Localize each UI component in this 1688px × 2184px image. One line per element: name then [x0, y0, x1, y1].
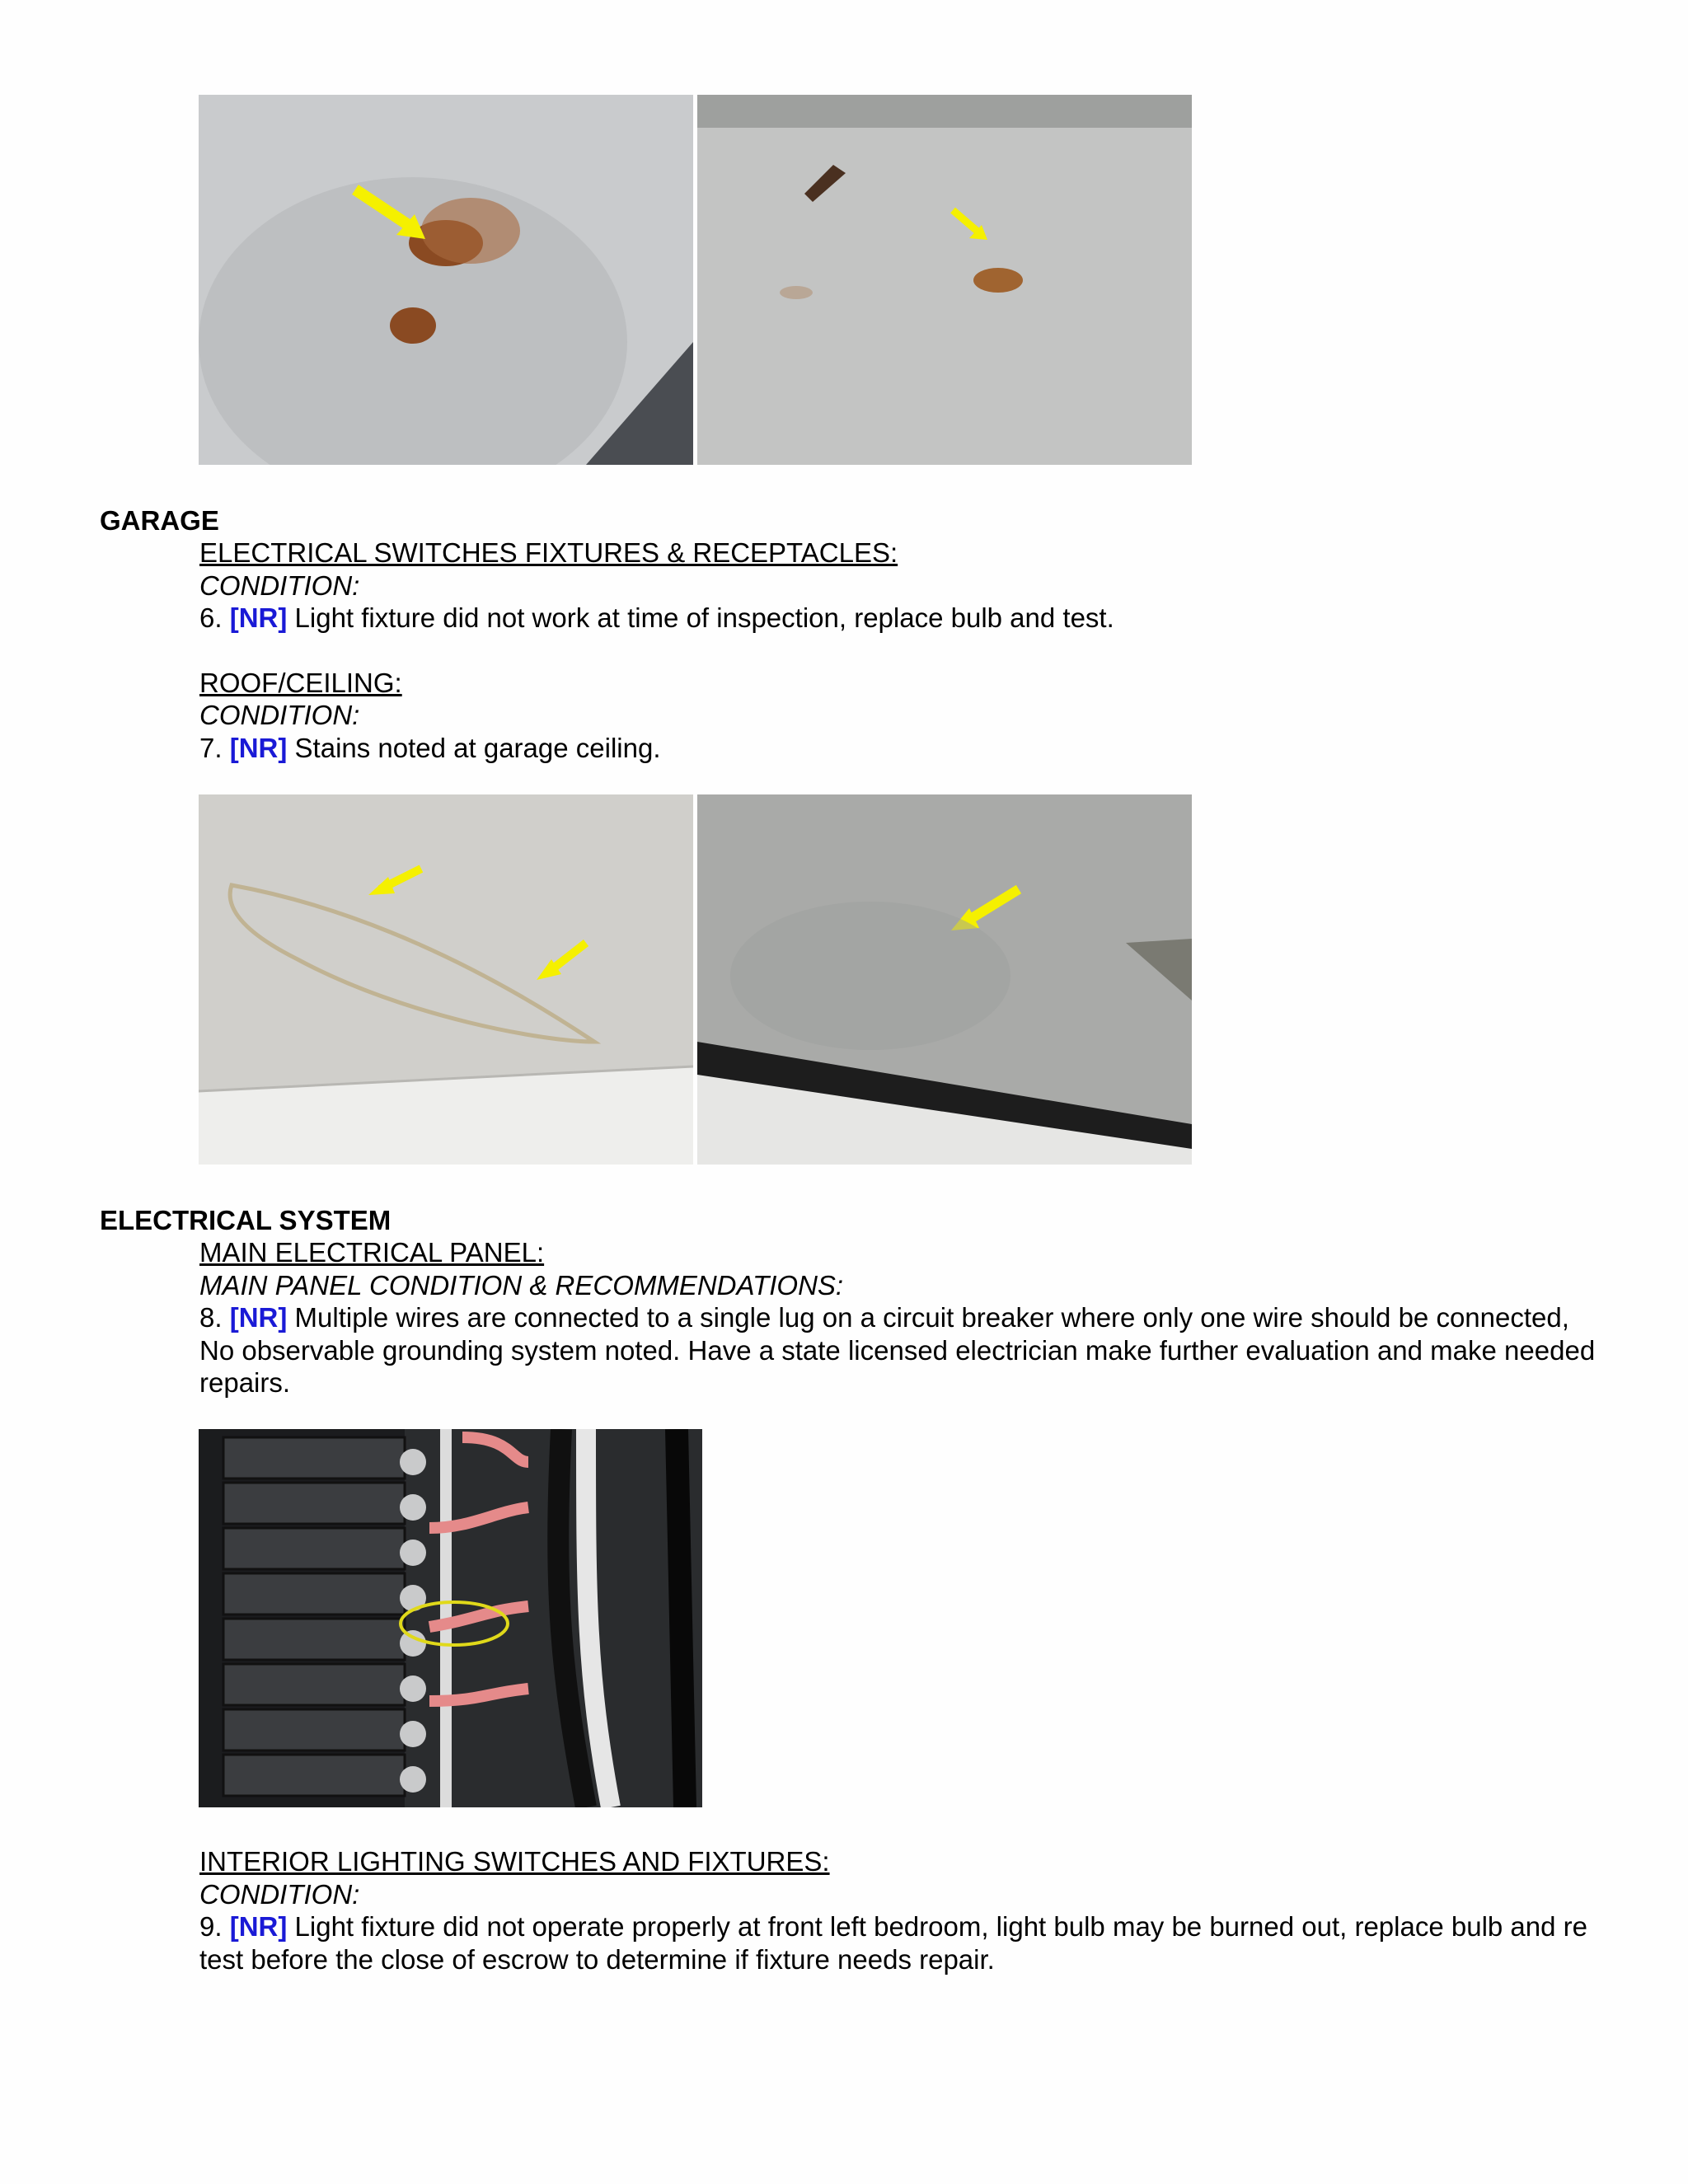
garage-content [199, 537, 1601, 764]
nr-tag: [NR] [229, 1911, 288, 1942]
electrical-panel-photo [199, 1429, 702, 1807]
finding-item-8: 8. [NR] Multiple wires are connected to a single lug on a circuit breaker where only one wire should be connected, No observable grounding system noted. Have a state licensed electrician make further evaluation and make needed repairs. [199, 1302, 1596, 1398]
subsection-heading: MAIN ELECTRICAL PANEL: [199, 1237, 545, 1268]
interior-lighting-content [199, 1845, 1601, 1975]
section-title-electrical-system: ELECTRICAL SYSTEM [100, 1205, 392, 1235]
nr-tag: [NR] [229, 732, 288, 763]
roof-stain-photo-2 [697, 95, 1192, 465]
garage-ceiling-photo-1 [199, 794, 693, 1165]
condition-label: CONDITION: [199, 1878, 360, 1910]
subsection-heading: ELECTRICAL SWITCHES FIXTURES & RECEPTACLES: [199, 537, 898, 568]
nr-tag: [NR] [229, 602, 288, 633]
condition-label: CONDITION: [199, 569, 360, 601]
condition-label: CONDITION: [199, 700, 360, 730]
condition-label: MAIN PANEL CONDITION & RECOMMENDATIONS: [199, 1269, 844, 1301]
garage-ceiling-photo-2 [697, 794, 1192, 1165]
roof-stain-photo-1 [199, 95, 693, 465]
subsection-heading: INTERIOR LIGHTING SWITCHES AND FIXTURES: [199, 1846, 830, 1877]
section-title-garage: GARAGE [100, 505, 219, 536]
electrical-panel-content [199, 1236, 1601, 1399]
subsection-heading: ROOF/CEILING: [199, 667, 402, 698]
finding-item-9: 9. [NR] Light fixture did not operate properly at front left bedroom, light bulb may be burned out, replace bulb and re test before the close of escrow to determine if fixture needs repair. [199, 1911, 1587, 1975]
finding-item-6: 6. [NR] Light fixture did not work at time of inspection, replace bulb and test. [199, 602, 1114, 633]
finding-item-7: 7. [NR] Stains noted at garage ceiling. [199, 732, 661, 763]
nr-tag: [NR] [229, 1302, 288, 1333]
